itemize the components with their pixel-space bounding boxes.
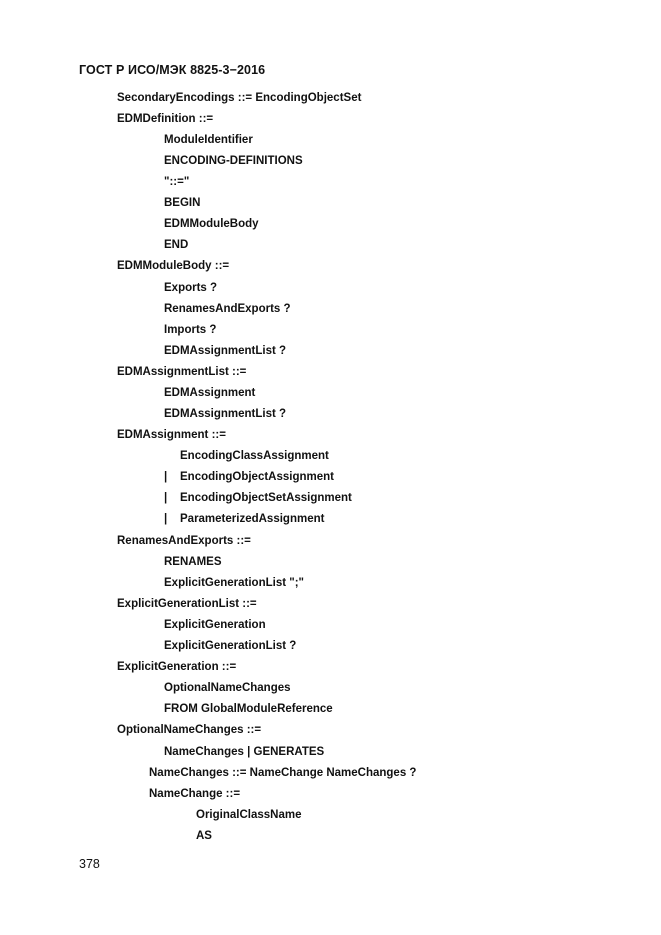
code-line: Imports ? <box>164 324 217 336</box>
code-line: EncodingClassAssignment <box>180 450 329 462</box>
code-line: NameChanges | GENERATES <box>164 746 325 758</box>
code-line: OriginalClassName <box>196 809 302 821</box>
page-number: 378 <box>79 857 100 871</box>
code-line: EDMAssignmentList ? <box>164 345 287 357</box>
code-line: SecondaryEncodings ::= EncodingObjectSet <box>117 92 362 104</box>
code-line: EDMModuleBody ::= <box>117 260 230 272</box>
code-line-alternative <box>164 512 324 526</box>
code-line: RENAMES <box>164 556 222 568</box>
code-line: ENCODING-DEFINITIONS <box>164 155 303 167</box>
code-line: BEGIN <box>164 197 201 209</box>
code-line: EDMAssignment <box>164 387 256 399</box>
code-line-alternative <box>164 491 352 505</box>
code-line: AS <box>196 830 212 842</box>
code-line: EDMAssignment ::= <box>117 429 226 441</box>
code-line: NameChanges ::= NameChange NameChanges ? <box>149 767 417 779</box>
code-line: EDMAssignmentList ? <box>164 408 287 420</box>
code-line: FROM GlobalModuleReference <box>164 703 333 715</box>
code-line: ModuleIdentifier <box>164 134 253 146</box>
code-line: NameChange ::= <box>149 788 241 800</box>
code-line: ExplicitGeneration <box>164 619 266 631</box>
code-line-text: EncodingObjectSetAssignment <box>180 492 352 504</box>
code-line: EDMDefinition ::= <box>117 113 214 125</box>
code-line: EDMAssignmentList ::= <box>117 366 247 378</box>
document-header: ГОСТ Р ИСО/МЭК 8825-3−2016 <box>79 63 266 77</box>
code-line: OptionalNameChanges ::= <box>117 724 262 736</box>
code-line-alternative <box>164 470 334 484</box>
pipe-symbol: | <box>164 513 168 525</box>
code-line: ExplicitGenerationList ::= <box>117 598 257 610</box>
code-line: RenamesAndExports ::= <box>117 535 251 547</box>
code-line: RenamesAndExports ? <box>164 303 291 315</box>
code-line-text: EncodingObjectAssignment <box>180 471 334 483</box>
code-line: EDMModuleBody <box>164 218 259 230</box>
code-line: ExplicitGenerationList ? <box>164 640 297 652</box>
code-line: ExplicitGenerationList ";" <box>164 577 304 589</box>
code-line: "::=" <box>164 176 190 188</box>
code-line: END <box>164 239 189 251</box>
pipe-symbol: | <box>164 471 168 483</box>
code-line: Exports ? <box>164 282 218 294</box>
code-line: ExplicitGeneration ::= <box>117 661 237 673</box>
code-line: OptionalNameChanges <box>164 682 291 694</box>
pipe-symbol: | <box>164 492 168 504</box>
code-line-text: ParameterizedAssignment <box>180 513 325 525</box>
